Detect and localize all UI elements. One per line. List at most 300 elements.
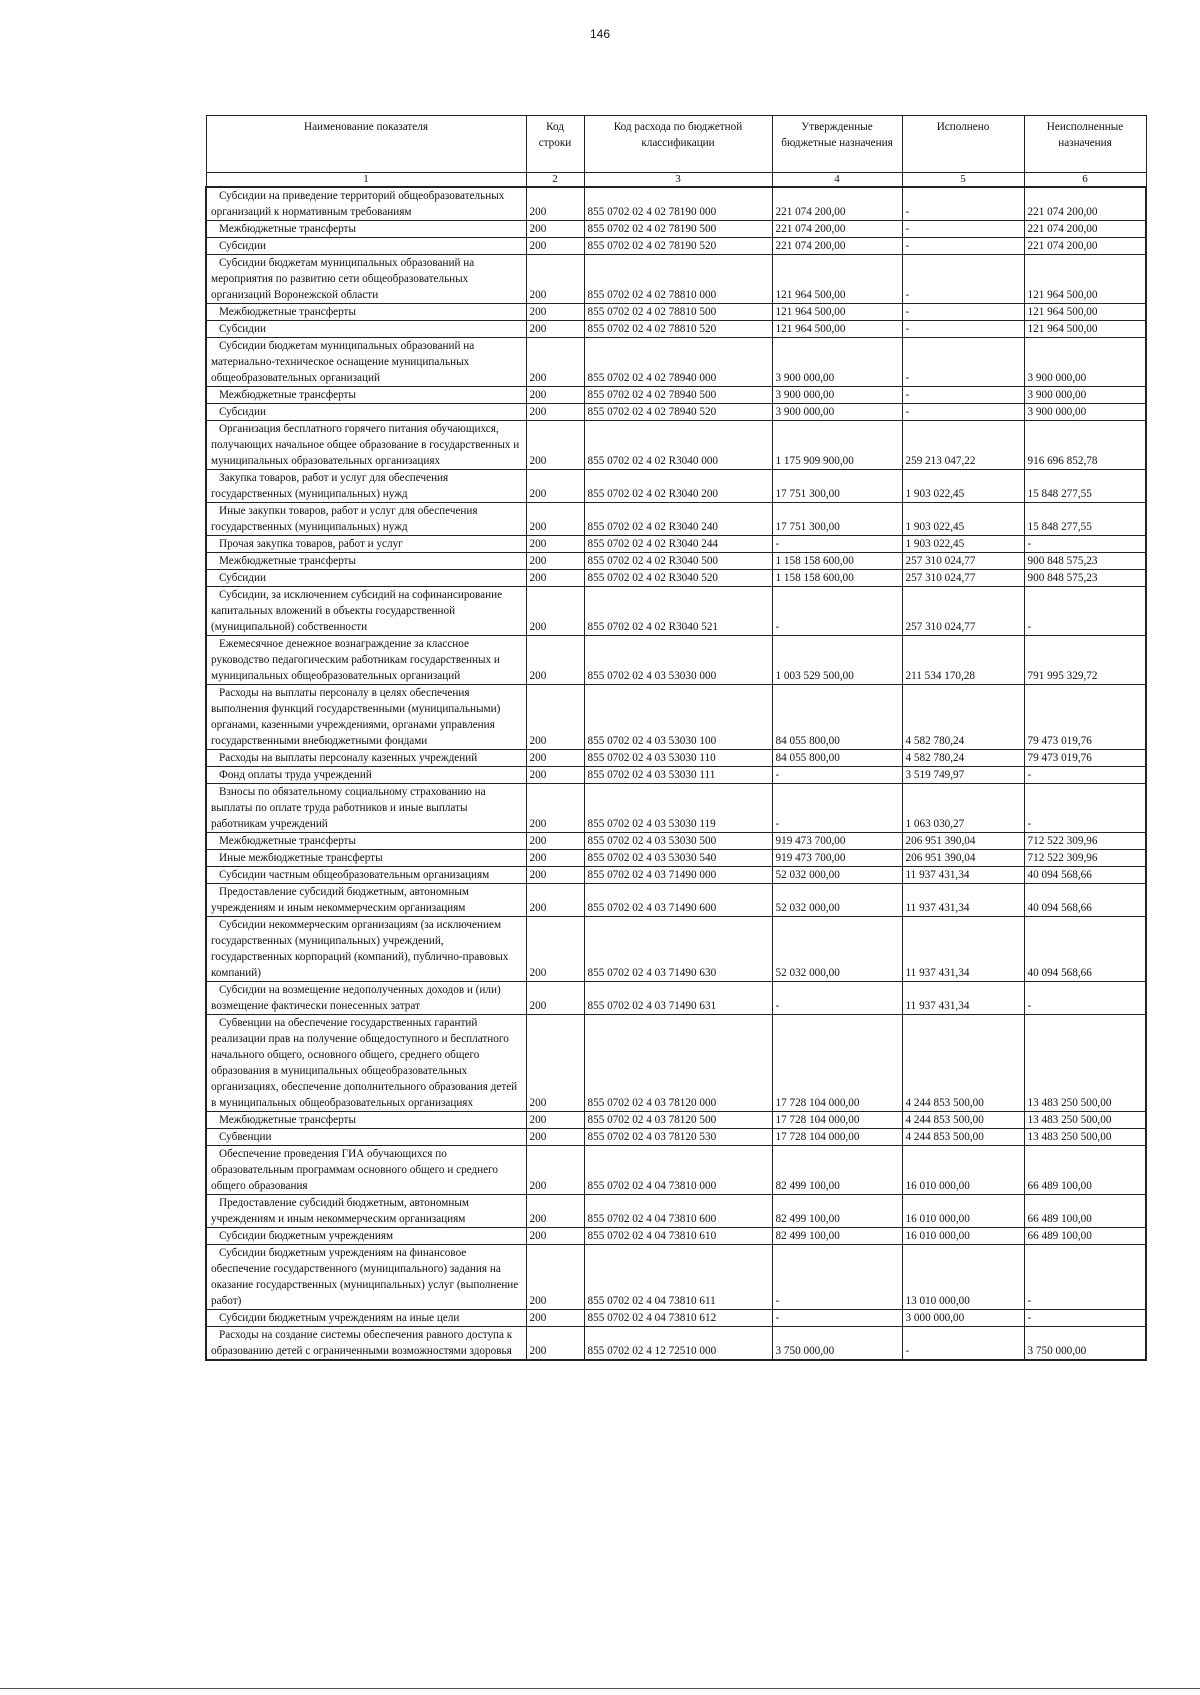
indicator-name-text: Предоставление субсидий бюджетным, автономным учреждениям и иным некоммерческим организациям <box>211 1197 469 1225</box>
cell-executed: 11 937 431,34 <box>902 884 1024 917</box>
header-line-code: Код строки <box>526 116 584 173</box>
table-header-number-row <box>206 173 1146 188</box>
indicator-name-text: Субсидии <box>219 406 266 418</box>
cell-line-code: 200 <box>526 1112 584 1129</box>
header-number: 6 <box>1024 173 1146 188</box>
cell-line-code: 200 <box>526 1129 584 1146</box>
header-expense-code: Код расхода по бюджетной классификации <box>584 116 772 173</box>
cell-expense-code: 855 0702 02 4 02 78810 520 <box>584 321 772 338</box>
indicator-name-text: Субсидии некоммерческим организациям (за исключением государственных (муниципальных) учреждений, государственных корпораций (компаний), публично-правовых компаний) <box>211 919 509 979</box>
budget-execution-table <box>205 115 1147 1361</box>
cell-expense-code: 855 0702 02 4 03 78120 500 <box>584 1112 772 1129</box>
cell-approved: 1 158 158 600,00 <box>772 553 902 570</box>
cell-executed: - <box>902 338 1024 387</box>
cell-remaining: 79 473 019,76 <box>1024 750 1146 767</box>
cell-remaining: 40 094 568,66 <box>1024 917 1146 982</box>
cell-executed: 11 937 431,34 <box>902 982 1024 1015</box>
indicator-name-text: Межбюджетные трансферты <box>219 555 356 567</box>
cell-approved: 52 032 000,00 <box>772 867 902 884</box>
indicator-name-text: Взносы по обязательному социальному страхованию на выплаты по оплате труда работников и иные выплаты работникам учреждений <box>211 786 486 830</box>
cell-approved: 919 473 700,00 <box>772 833 902 850</box>
cell-remaining: 121 964 500,00 <box>1024 304 1146 321</box>
cell-approved: - <box>772 767 902 784</box>
cell-line-code: 200 <box>526 255 584 304</box>
cell-approved: - <box>772 1245 902 1310</box>
cell-remaining: 712 522 309,96 <box>1024 850 1146 867</box>
cell-expense-code: 855 0702 02 4 04 73810 611 <box>584 1245 772 1310</box>
table-row <box>206 636 1146 685</box>
cell-remaining: 13 483 250 500,00 <box>1024 1015 1146 1112</box>
cell-expense-code: 855 0702 02 4 04 73810 612 <box>584 1310 772 1327</box>
indicator-name-text: Субсидии бюджетным учреждениям на иные цели <box>219 1312 460 1324</box>
cell-executed: 16 010 000,00 <box>902 1195 1024 1228</box>
cell-remaining: 121 964 500,00 <box>1024 255 1146 304</box>
cell-line-code: 200 <box>526 685 584 750</box>
cell-indicator-name <box>206 387 526 404</box>
cell-remaining: 791 995 329,72 <box>1024 636 1146 685</box>
cell-indicator-name <box>206 767 526 784</box>
table-row <box>206 404 1146 421</box>
cell-executed: 4 244 853 500,00 <box>902 1129 1024 1146</box>
table-row <box>206 1112 1146 1129</box>
indicator-name-text: Субсидии на возмещение недополученных доходов и (или) возмещение фактически понесенных затрат <box>211 984 501 1012</box>
indicator-name-text: Субсидии <box>219 572 266 584</box>
cell-executed: 16 010 000,00 <box>902 1146 1024 1195</box>
cell-indicator-name <box>206 917 526 982</box>
cell-executed: 257 310 024,77 <box>902 587 1024 636</box>
cell-indicator-name <box>206 255 526 304</box>
cell-indicator-name <box>206 1245 526 1310</box>
cell-line-code: 200 <box>526 503 584 536</box>
table-row <box>206 1228 1146 1245</box>
cell-remaining: 900 848 575,23 <box>1024 553 1146 570</box>
cell-remaining: - <box>1024 1310 1146 1327</box>
cell-executed: - <box>902 404 1024 421</box>
cell-remaining: 3 750 000,00 <box>1024 1327 1146 1361</box>
cell-line-code: 200 <box>526 187 584 221</box>
cell-remaining: 3 900 000,00 <box>1024 387 1146 404</box>
cell-indicator-name <box>206 221 526 238</box>
cell-approved: 3 900 000,00 <box>772 387 902 404</box>
cell-expense-code: 855 0702 02 4 03 53030 100 <box>584 685 772 750</box>
cell-line-code: 200 <box>526 570 584 587</box>
cell-line-code: 200 <box>526 536 584 553</box>
cell-indicator-name <box>206 570 526 587</box>
cell-approved: 17 751 300,00 <box>772 470 902 503</box>
cell-remaining: 221 074 200,00 <box>1024 187 1146 221</box>
cell-expense-code: 855 0702 02 4 02 78940 500 <box>584 387 772 404</box>
cell-approved: - <box>772 1310 902 1327</box>
cell-expense-code: 855 0702 02 4 02 78190 520 <box>584 238 772 255</box>
cell-approved: 121 964 500,00 <box>772 321 902 338</box>
indicator-name-text: Организация бесплатного горячего питания обучающихся, получающих начальное общее образование в государственных и муниципальных образовательных организациях <box>211 423 520 467</box>
cell-expense-code: 855 0702 02 4 03 53030 111 <box>584 767 772 784</box>
cell-indicator-name <box>206 636 526 685</box>
cell-expense-code: 855 0702 02 4 04 73810 610 <box>584 1228 772 1245</box>
table-row <box>206 750 1146 767</box>
cell-approved: 84 055 800,00 <box>772 750 902 767</box>
cell-indicator-name <box>206 884 526 917</box>
cell-expense-code: 855 0702 02 4 04 73810 000 <box>584 1146 772 1195</box>
cell-line-code: 200 <box>526 1245 584 1310</box>
cell-line-code: 200 <box>526 421 584 470</box>
cell-approved: - <box>772 784 902 833</box>
cell-approved: 17 751 300,00 <box>772 503 902 536</box>
cell-indicator-name <box>206 338 526 387</box>
cell-executed: 3 519 749,97 <box>902 767 1024 784</box>
indicator-name-text: Межбюджетные трансферты <box>219 835 356 847</box>
cell-line-code: 200 <box>526 221 584 238</box>
indicator-name-text: Субсидии, за исключением субсидий на софинансирование капитальных вложений в объекты государственной (муниципальной) собственности <box>211 589 503 633</box>
indicator-name-text: Субвенции на обеспечение государственных гарантий реализации прав на получение общедоступного и бесплатного начального общего, основного общего, среднего общего образования в муниципальных общеобразовательных организациях, обеспечение дополнительного образования детей в муниципальных общеобразовательных организациях <box>211 1017 518 1109</box>
table-row <box>206 1195 1146 1228</box>
cell-approved: 3 900 000,00 <box>772 338 902 387</box>
cell-approved: 1 003 529 500,00 <box>772 636 902 685</box>
cell-remaining: 121 964 500,00 <box>1024 321 1146 338</box>
cell-expense-code: 855 0702 02 4 03 71490 000 <box>584 867 772 884</box>
table-row <box>206 338 1146 387</box>
cell-remaining: - <box>1024 767 1146 784</box>
cell-remaining: 3 900 000,00 <box>1024 338 1146 387</box>
cell-indicator-name <box>206 750 526 767</box>
cell-line-code: 200 <box>526 553 584 570</box>
cell-line-code: 200 <box>526 982 584 1015</box>
indicator-name-text: Иные закупки товаров, работ и услуг для обеспечения государственных (муниципальных) нужд <box>211 505 478 533</box>
cell-approved: 919 473 700,00 <box>772 850 902 867</box>
cell-remaining: - <box>1024 587 1146 636</box>
indicator-name-text: Расходы на выплаты персоналу казенных учреждений <box>219 752 478 764</box>
cell-approved: 1 158 158 600,00 <box>772 570 902 587</box>
cell-approved: 52 032 000,00 <box>772 884 902 917</box>
cell-indicator-name <box>206 982 526 1015</box>
indicator-name-text: Иные межбюджетные трансферты <box>219 852 383 864</box>
cell-indicator-name <box>206 1195 526 1228</box>
table-row <box>206 884 1146 917</box>
cell-indicator-name <box>206 404 526 421</box>
cell-remaining: 13 483 250 500,00 <box>1024 1129 1146 1146</box>
table-row <box>206 255 1146 304</box>
cell-executed: 1 903 022,45 <box>902 470 1024 503</box>
indicator-name-text: Межбюджетные трансферты <box>219 389 356 401</box>
cell-line-code: 200 <box>526 636 584 685</box>
cell-executed: - <box>902 304 1024 321</box>
cell-remaining: 916 696 852,78 <box>1024 421 1146 470</box>
table-row <box>206 767 1146 784</box>
cell-approved: 1 175 909 900,00 <box>772 421 902 470</box>
cell-expense-code: 855 0702 02 4 02 R3040 240 <box>584 503 772 536</box>
cell-expense-code: 855 0702 02 4 02 R3040 244 <box>584 536 772 553</box>
cell-executed: - <box>902 238 1024 255</box>
cell-expense-code: 855 0702 02 4 02 78190 500 <box>584 221 772 238</box>
cell-remaining: 40 094 568,66 <box>1024 867 1146 884</box>
table-row <box>206 187 1146 221</box>
cell-remaining: - <box>1024 1245 1146 1310</box>
indicator-name-text: Субсидии бюджетным учреждениям <box>219 1230 394 1242</box>
cell-line-code: 200 <box>526 238 584 255</box>
header-executed: Исполнено <box>902 116 1024 173</box>
cell-expense-code: 855 0702 02 4 02 R3040 500 <box>584 553 772 570</box>
header-approved: Утвержденные бюджетные назначения <box>772 116 902 173</box>
table-row <box>206 387 1146 404</box>
cell-approved: 82 499 100,00 <box>772 1195 902 1228</box>
table-row <box>206 421 1146 470</box>
cell-expense-code: 855 0702 02 4 02 78940 000 <box>584 338 772 387</box>
cell-line-code: 200 <box>526 387 584 404</box>
indicator-name-text: Субсидии <box>219 240 266 252</box>
indicator-name-text: Расходы на выплаты персоналу в целях обеспечения выполнения функций государственными (муниципальными) органами, казенными учреждениями, органами управления государственными внебюджетными фондами <box>211 687 501 747</box>
cell-executed: 11 937 431,34 <box>902 917 1024 982</box>
cell-remaining: 900 848 575,23 <box>1024 570 1146 587</box>
cell-line-code: 200 <box>526 767 584 784</box>
cell-line-code: 200 <box>526 1015 584 1112</box>
cell-approved: 17 728 104 000,00 <box>772 1129 902 1146</box>
cell-expense-code: 855 0702 02 4 02 78810 500 <box>584 304 772 321</box>
cell-line-code: 200 <box>526 1310 584 1327</box>
cell-remaining: 66 489 100,00 <box>1024 1195 1146 1228</box>
header-number: 3 <box>584 173 772 188</box>
cell-line-code: 200 <box>526 784 584 833</box>
table-row <box>206 1129 1146 1146</box>
cell-expense-code: 855 0702 02 4 03 53030 540 <box>584 850 772 867</box>
cell-expense-code: 855 0702 02 4 03 71490 630 <box>584 917 772 982</box>
cell-line-code: 200 <box>526 587 584 636</box>
cell-indicator-name <box>206 1228 526 1245</box>
cell-indicator-name <box>206 238 526 255</box>
cell-indicator-name <box>206 833 526 850</box>
cell-approved: 3 750 000,00 <box>772 1327 902 1361</box>
cell-expense-code: 855 0702 02 4 03 71490 631 <box>584 982 772 1015</box>
table-row <box>206 221 1146 238</box>
cell-line-code: 200 <box>526 404 584 421</box>
table-row <box>206 536 1146 553</box>
cell-approved: 221 074 200,00 <box>772 221 902 238</box>
cell-executed: 1 063 030,27 <box>902 784 1024 833</box>
cell-indicator-name <box>206 1112 526 1129</box>
table-row <box>206 238 1146 255</box>
indicator-name-text: Субсидии бюджетам муниципальных образований на материально-техническое оснащение муниципальных общеобразовательных организаций <box>211 340 475 384</box>
cell-line-code: 200 <box>526 470 584 503</box>
cell-expense-code: 855 0702 02 4 12 72510 000 <box>584 1327 772 1361</box>
cell-executed: 206 951 390,04 <box>902 850 1024 867</box>
cell-executed: 11 937 431,34 <box>902 867 1024 884</box>
table-row <box>206 685 1146 750</box>
indicator-name-text: Субсидии частным общеобразовательным организациям <box>219 869 490 881</box>
indicator-name-text: Ежемесячное денежное вознаграждение за классное руководство педагогическим работникам государственных и муниципальных общеобразовательных организаций <box>211 638 500 682</box>
cell-line-code: 200 <box>526 1195 584 1228</box>
cell-line-code: 200 <box>526 850 584 867</box>
cell-approved: 221 074 200,00 <box>772 187 902 221</box>
page-bottom-rule <box>0 1688 1200 1689</box>
table-row <box>206 470 1146 503</box>
cell-line-code: 200 <box>526 750 584 767</box>
cell-line-code: 200 <box>526 304 584 321</box>
cell-remaining: - <box>1024 784 1146 833</box>
cell-executed: 4 244 853 500,00 <box>902 1112 1024 1129</box>
indicator-name-text: Межбюджетные трансферты <box>219 223 356 235</box>
table-row <box>206 321 1146 338</box>
table-row <box>206 784 1146 833</box>
cell-executed: 4 582 780,24 <box>902 750 1024 767</box>
cell-line-code: 200 <box>526 917 584 982</box>
cell-executed: 4 582 780,24 <box>902 685 1024 750</box>
cell-approved: 82 499 100,00 <box>772 1228 902 1245</box>
cell-remaining: 712 522 309,96 <box>1024 833 1146 850</box>
indicator-name-text: Субсидии бюджетным учреждениям на финансовое обеспечение государственного (муниципального) задания на оказание государственных (муниципальных) услуг (выполнение работ) <box>211 1247 519 1307</box>
cell-remaining: 79 473 019,76 <box>1024 685 1146 750</box>
table-row <box>206 850 1146 867</box>
cell-indicator-name <box>206 304 526 321</box>
cell-expense-code: 855 0702 02 4 02 R3040 520 <box>584 570 772 587</box>
indicator-name-text: Прочая закупка товаров, работ и услуг <box>219 538 403 550</box>
cell-line-code: 200 <box>526 833 584 850</box>
cell-approved: 121 964 500,00 <box>772 255 902 304</box>
indicator-name-text: Фонд оплаты труда учреждений <box>219 769 372 781</box>
cell-executed: - <box>902 387 1024 404</box>
indicator-name-text: Субсидии <box>219 323 266 335</box>
cell-indicator-name <box>206 1310 526 1327</box>
cell-line-code: 200 <box>526 1146 584 1195</box>
cell-executed: 1 903 022,45 <box>902 536 1024 553</box>
indicator-name-text: Межбюджетные трансферты <box>219 306 356 318</box>
table-row <box>206 587 1146 636</box>
cell-approved: 3 900 000,00 <box>772 404 902 421</box>
cell-indicator-name <box>206 784 526 833</box>
header-indicator-name: Наименование показателя <box>206 116 526 173</box>
table-row <box>206 867 1146 884</box>
cell-expense-code: 855 0702 02 4 02 R3040 000 <box>584 421 772 470</box>
cell-indicator-name <box>206 321 526 338</box>
cell-executed: 206 951 390,04 <box>902 833 1024 850</box>
header-number: 1 <box>206 173 526 188</box>
cell-executed: 3 000 000,00 <box>902 1310 1024 1327</box>
cell-expense-code: 855 0702 02 4 02 78810 000 <box>584 255 772 304</box>
cell-expense-code: 855 0702 02 4 03 53030 119 <box>584 784 772 833</box>
cell-remaining: 221 074 200,00 <box>1024 238 1146 255</box>
cell-expense-code: 855 0702 02 4 03 78120 000 <box>584 1015 772 1112</box>
cell-approved: 82 499 100,00 <box>772 1146 902 1195</box>
page-number: 146 <box>589 27 611 41</box>
table-row <box>206 982 1146 1015</box>
cell-indicator-name <box>206 587 526 636</box>
indicator-name-text: Расходы на создание системы обеспечения равного доступа к образованию детей с ограниченными возможностями здоровья <box>211 1329 513 1357</box>
cell-indicator-name <box>206 867 526 884</box>
cell-remaining: - <box>1024 982 1146 1015</box>
cell-indicator-name <box>206 421 526 470</box>
cell-expense-code: 855 0702 02 4 03 78120 530 <box>584 1129 772 1146</box>
header-remaining: Неисполненные назначения <box>1024 116 1146 173</box>
cell-line-code: 200 <box>526 1327 584 1361</box>
cell-indicator-name <box>206 470 526 503</box>
cell-executed: 259 213 047,22 <box>902 421 1024 470</box>
cell-indicator-name <box>206 1327 526 1361</box>
cell-indicator-name <box>206 503 526 536</box>
cell-remaining: 221 074 200,00 <box>1024 221 1146 238</box>
cell-executed: 257 310 024,77 <box>902 570 1024 587</box>
cell-expense-code: 855 0702 02 4 04 73810 600 <box>584 1195 772 1228</box>
indicator-name-text: Субсидии бюджетам муниципальных образований на мероприятия по развитию сети общеобразовательных организаций Воронежской области <box>211 257 475 301</box>
indicator-name-text: Субвенции <box>219 1131 272 1143</box>
cell-executed: 16 010 000,00 <box>902 1228 1024 1245</box>
cell-indicator-name <box>206 536 526 553</box>
cell-expense-code: 855 0702 02 4 02 R3040 521 <box>584 587 772 636</box>
cell-remaining: 15 848 277,55 <box>1024 503 1146 536</box>
table-row <box>206 1245 1146 1310</box>
table-row <box>206 1327 1146 1361</box>
cell-line-code: 200 <box>526 884 584 917</box>
cell-expense-code: 855 0702 02 4 02 78940 520 <box>584 404 772 421</box>
cell-executed: 13 010 000,00 <box>902 1245 1024 1310</box>
cell-remaining: 66 489 100,00 <box>1024 1146 1146 1195</box>
cell-line-code: 200 <box>526 1228 584 1245</box>
cell-indicator-name <box>206 850 526 867</box>
cell-approved: 17 728 104 000,00 <box>772 1112 902 1129</box>
cell-indicator-name <box>206 1129 526 1146</box>
indicator-name-text: Межбюджетные трансферты <box>219 1114 356 1126</box>
cell-executed: - <box>902 1327 1024 1361</box>
cell-approved: 17 728 104 000,00 <box>772 1015 902 1112</box>
table-row <box>206 304 1146 321</box>
indicator-name-text: Закупка товаров, работ и услуг для обеспечения государственных (муниципальных) нужд <box>211 472 449 500</box>
cell-indicator-name <box>206 1015 526 1112</box>
table-row <box>206 1146 1146 1195</box>
cell-approved: 121 964 500,00 <box>772 304 902 321</box>
cell-approved: 221 074 200,00 <box>772 238 902 255</box>
table-row <box>206 570 1146 587</box>
header-number: 2 <box>526 173 584 188</box>
cell-indicator-name <box>206 685 526 750</box>
cell-remaining: 40 094 568,66 <box>1024 884 1146 917</box>
cell-expense-code: 855 0702 02 4 03 71490 600 <box>584 884 772 917</box>
header-number: 5 <box>902 173 1024 188</box>
indicator-name-text: Субсидии на приведение территорий общеобразовательных организаций к нормативным требованиям <box>211 190 505 218</box>
cell-approved: 52 032 000,00 <box>772 917 902 982</box>
cell-remaining: 3 900 000,00 <box>1024 404 1146 421</box>
cell-approved: - <box>772 587 902 636</box>
cell-line-code: 200 <box>526 321 584 338</box>
cell-executed: - <box>902 221 1024 238</box>
cell-approved: - <box>772 982 902 1015</box>
cell-indicator-name <box>206 1146 526 1195</box>
cell-indicator-name <box>206 187 526 221</box>
cell-expense-code: 855 0702 02 4 03 53030 110 <box>584 750 772 767</box>
cell-executed: - <box>902 321 1024 338</box>
cell-expense-code: 855 0702 02 4 02 R3040 200 <box>584 470 772 503</box>
header-number: 4 <box>772 173 902 188</box>
cell-line-code: 200 <box>526 867 584 884</box>
cell-expense-code: 855 0702 02 4 02 78190 000 <box>584 187 772 221</box>
cell-remaining: 13 483 250 500,00 <box>1024 1112 1146 1129</box>
cell-executed: - <box>902 255 1024 304</box>
cell-expense-code: 855 0702 02 4 03 53030 000 <box>584 636 772 685</box>
table-row <box>206 1310 1146 1327</box>
cell-executed: 211 534 170,28 <box>902 636 1024 685</box>
cell-line-code: 200 <box>526 338 584 387</box>
table-row <box>206 503 1146 536</box>
cell-executed: - <box>902 187 1024 221</box>
cell-approved: - <box>772 536 902 553</box>
cell-remaining: - <box>1024 536 1146 553</box>
cell-executed: 4 244 853 500,00 <box>902 1015 1024 1112</box>
cell-expense-code: 855 0702 02 4 03 53030 500 <box>584 833 772 850</box>
cell-executed: 257 310 024,77 <box>902 553 1024 570</box>
cell-remaining: 66 489 100,00 <box>1024 1228 1146 1245</box>
cell-indicator-name <box>206 553 526 570</box>
table-row <box>206 833 1146 850</box>
table-row <box>206 553 1146 570</box>
indicator-name-text: Предоставление субсидий бюджетным, автономным учреждениям и иным некоммерческим организациям <box>211 886 469 914</box>
table-row <box>206 917 1146 982</box>
cell-remaining: 15 848 277,55 <box>1024 470 1146 503</box>
